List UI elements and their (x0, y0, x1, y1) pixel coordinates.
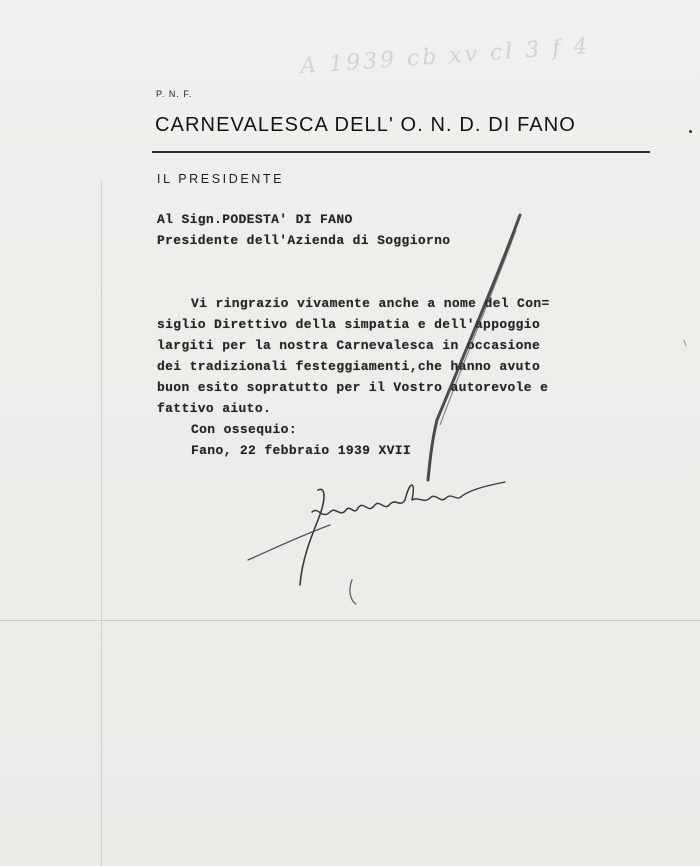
party-abbreviation: P. N. F. (156, 89, 193, 99)
recipient-line-1: Al Sign.PODESTA' DI FANO (157, 212, 353, 227)
organization-title: CARNEVALESCA DELL' O. N. D. DI FANO (155, 114, 576, 136)
date-line: Fano, 22 febbraio 1939 XVII (191, 443, 412, 458)
handwritten-signature (248, 482, 505, 604)
body-line: largiti per la nostra Carnevalesca in occasione (157, 338, 541, 353)
body-line: siglio Direttivo della simpatia e dell'appoggio (157, 317, 541, 332)
body-line: dei tradizionali festeggiamenti,che hanno avuto (157, 359, 541, 374)
body-line: Vi ringrazio vivamente anche a nome del Con= (191, 296, 550, 311)
body-line: buon esito sopratutto per il Vostro autorevole e (157, 380, 549, 395)
office-title: IL PRESIDENTE (157, 172, 285, 186)
recipient-line-2: Presidente dell'Azienda di Soggiorno (157, 233, 451, 248)
faint-pencil-annotation: A 1939 cb xv cl 3 f 4 (299, 33, 592, 80)
closing-salutation: Con ossequio: (191, 422, 297, 437)
body-line: fattivo aiuto. (157, 401, 272, 416)
